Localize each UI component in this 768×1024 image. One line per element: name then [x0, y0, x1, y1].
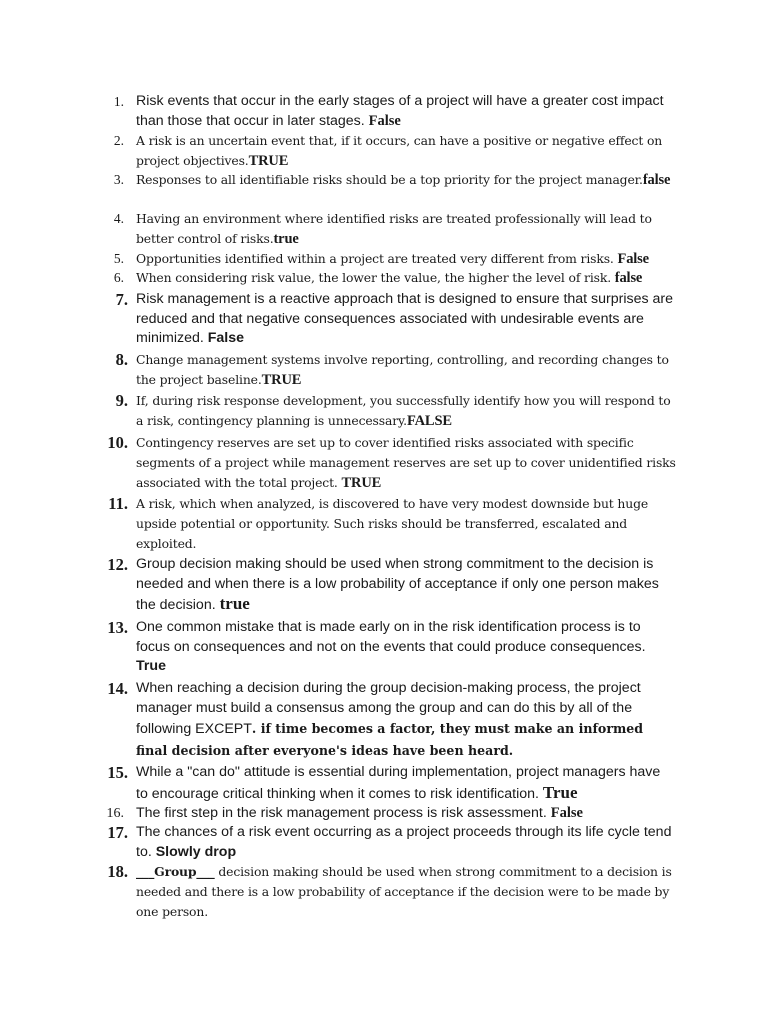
question-text: One common mistake that is made early on in the risk identification process is to focus on consequences and not on the events that could produce consequences. True	[136, 619, 646, 674]
answer: True	[542, 782, 578, 802]
question-number: 10.	[107, 433, 128, 452]
answer: False	[368, 112, 401, 129]
question-number: 4.	[113, 211, 124, 226]
answer: TRUE	[341, 475, 382, 491]
question-number: 18.	[107, 862, 128, 881]
answer: . if time becomes a factor, they must make an informed final decision after everyone's ideas have been heard.	[136, 721, 644, 758]
question-text: A risk, which when analyzed, is discovered to have very modest downside but huge upside potential or opportunity. Such risks should be transferred, escalated and exploited.	[136, 496, 649, 551]
question-text: When considering risk value, the lower the value, the higher the level of risk. false	[136, 270, 643, 286]
question-number: 7.	[115, 290, 128, 309]
fill-in-answer: ___Group___	[136, 864, 215, 879]
question-number: 15.	[107, 763, 128, 782]
question-number: 16.	[106, 806, 124, 821]
question-number: 6.	[113, 270, 124, 285]
answer: Slowly drop	[155, 843, 237, 860]
question-text: The chances of a risk event occurring as a project proceeds through its life cycle tend to. Slowly drop	[136, 824, 672, 860]
question-text: Contingency reserves are set up to cover identified risks associated with specific segments of a project while management reserves are set up to cover unidentified risks associated with the total project. TRUE	[136, 435, 676, 491]
question-number: 17.	[107, 823, 128, 842]
question-text: While a "can do" attitude is essential during implementation, project managers have to encourage critical thinking when it comes to risk identification. True	[136, 764, 661, 802]
question-text: Responses to all identifiable risks should be a top priority for the project manager.false	[136, 172, 671, 188]
question-text: Group decision making should be used when strong commitment to the decision is needed and when there is a low probability of acceptance if only one person makes the decision. true	[136, 556, 659, 613]
question-text: Change management systems involve reporting, controlling, and recording changes to the project baseline.TRUE	[136, 352, 669, 388]
answer: false	[614, 270, 643, 286]
question-text: Having an environment where identified risks are treated professionally will lead to better control of risks.true	[136, 211, 652, 247]
answer: true	[219, 594, 250, 613]
question-number: 11.	[108, 494, 128, 513]
question-text: If, during risk response development, you successfully identify how you will respond to a risk, contingency planning is unnecessary.FALSE	[136, 393, 671, 429]
answer: TRUE	[261, 372, 302, 388]
answer: true	[273, 231, 299, 247]
question-number: 14.	[107, 679, 128, 698]
answer: FALSE	[406, 413, 452, 429]
answer: false	[642, 172, 671, 188]
answer: False	[207, 330, 245, 346]
answer: False	[617, 251, 649, 267]
answer: False	[550, 805, 583, 821]
question-text: A risk is an uncertain event that, if it occurs, can have a positive or negative effect on project objectives.TRUE	[136, 133, 663, 169]
question-text: The first step in the risk management process is risk assessment. False	[136, 805, 583, 821]
question-number: 8.	[115, 350, 128, 369]
answer: True	[136, 658, 166, 674]
answer: TRUE	[248, 153, 289, 169]
question-text: Opportunities identified within a project are treated very different from risks. False	[136, 251, 649, 267]
question-number: 13.	[107, 618, 128, 637]
question-number: 2.	[113, 133, 124, 148]
question-number: 9.	[115, 391, 128, 410]
question-number: 12.	[107, 555, 128, 574]
question-number: 3.	[113, 172, 124, 187]
question-text: ___Group___ decision making should be used when strong commitment to a decision is needed and there is a low probability of acceptance if the decision were to be made by one person.	[136, 864, 672, 919]
question-text: Risk management is a reactive approach that is designed to ensure that surprises are reduced and that negative consequences associated with undesirable events are minimized. False	[136, 291, 674, 346]
question-text: When reaching a decision during the group decision-making process, the project manager must build a consensus among the group and can do this by all of the following EXCEPT. if time becomes a factor, they must make an informed final decision after everyone's ideas have been heard.	[136, 680, 644, 758]
question-text: Risk events that occur in the early stages of a project will have a greater cost impact than those that occur in later stages. False	[136, 93, 664, 129]
question-number: 5.	[113, 251, 124, 266]
question-number: 1.	[113, 94, 124, 109]
